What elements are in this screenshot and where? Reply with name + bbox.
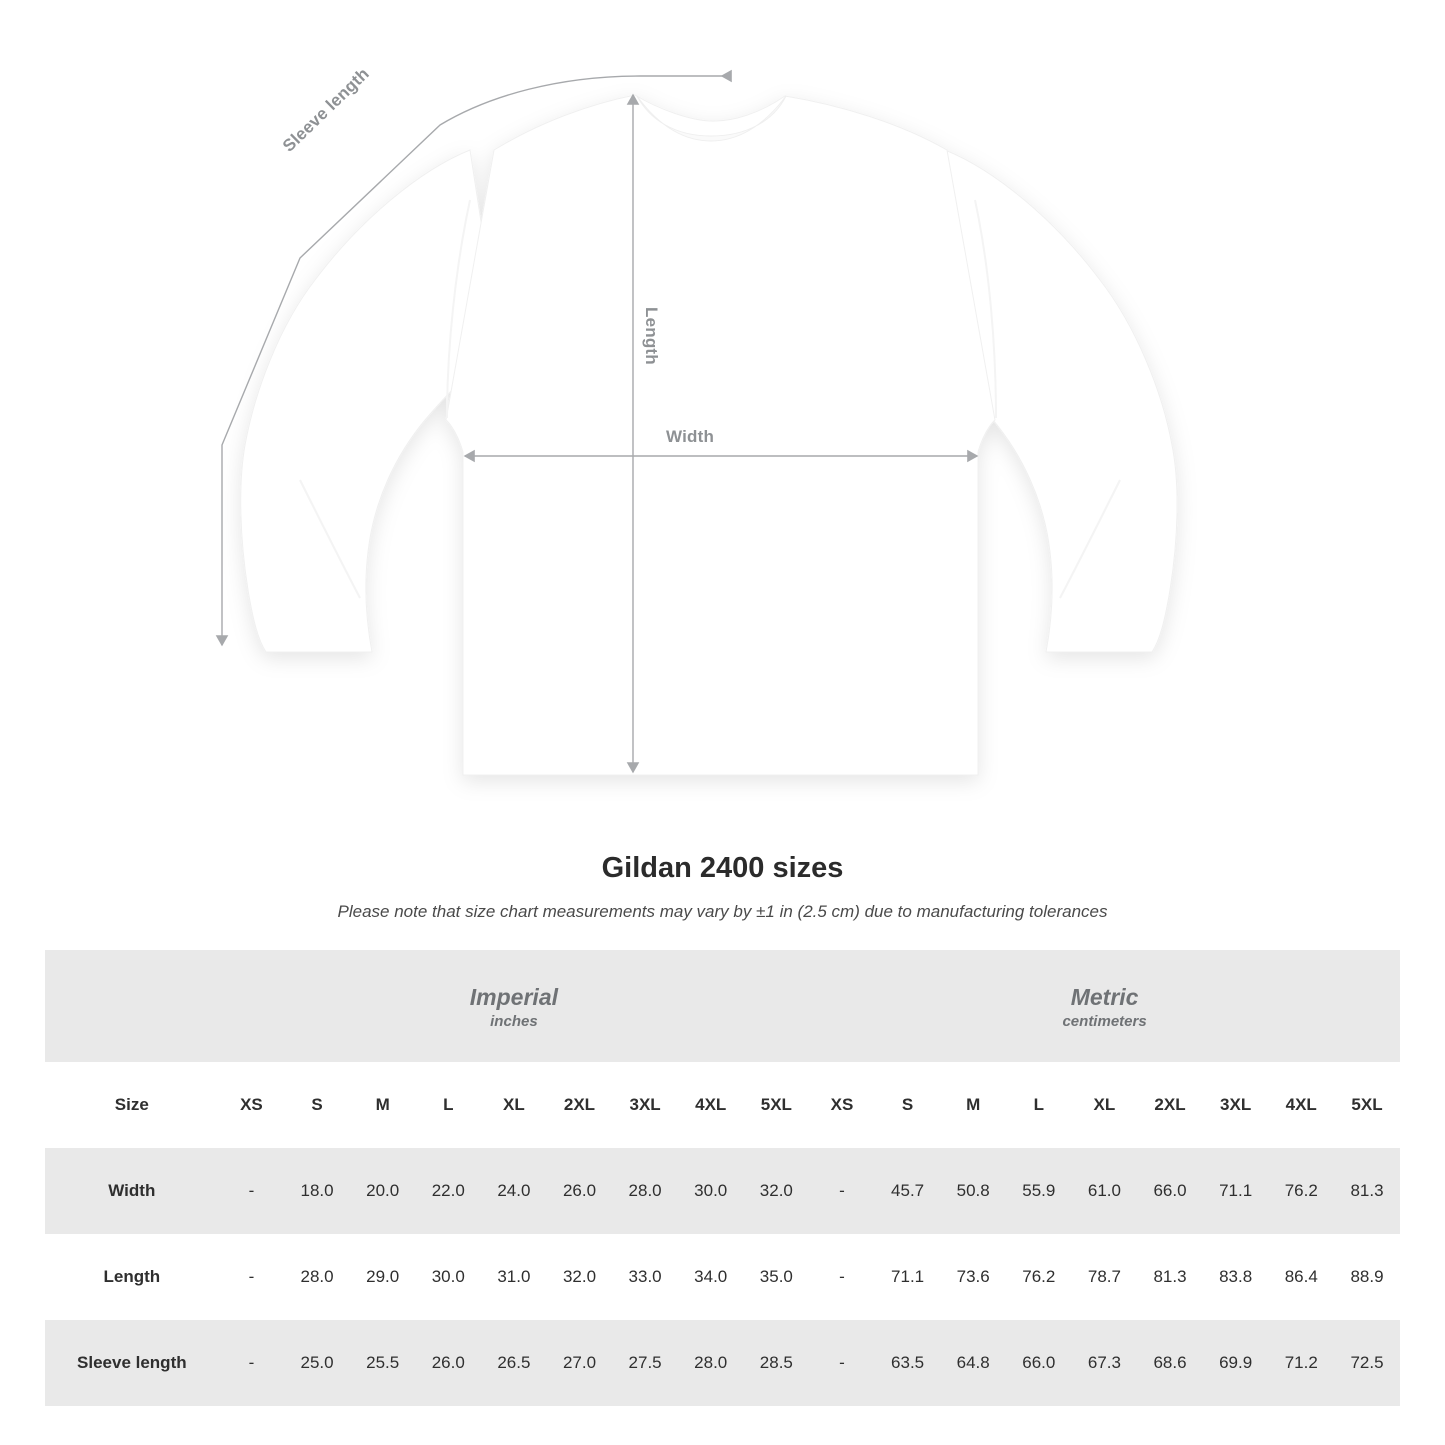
- tolerance-note: Please note that size chart measurements may vary by ±1 in (2.5 cm) due to manufacturing tolerances: [337, 902, 1108, 921]
- page-title: Gildan 2400 sizes: [601, 852, 844, 884]
- table-row: [45, 1148, 1400, 1234]
- column-header-imperial-xs: XS: [219, 1062, 285, 1148]
- cell-width-metric-4xl: 76.2: [1268, 1148, 1334, 1234]
- unit-header-spacer: [45, 950, 219, 1062]
- cell-width-imperial-xs: -: [219, 1148, 285, 1234]
- column-header-imperial-4xl: 4XL: [678, 1062, 744, 1148]
- cell-length-imperial-xs: -: [248, 1267, 255, 1286]
- cell-width-imperial-4xl: 30.0: [678, 1148, 744, 1234]
- cell-length-imperial-4xl: 34.0: [694, 1267, 728, 1286]
- imperial-name: Imperial: [469, 983, 559, 1010]
- cell-sleeve-imperial-4xl: 28.0: [678, 1320, 744, 1406]
- cell-length-metric-4xl: 86.4: [1284, 1267, 1318, 1286]
- cell-length-imperial-2xl: 32.0: [562, 1267, 597, 1286]
- cell-length-metric-2xl: 81.3: [1153, 1267, 1187, 1286]
- unit-header-metric: [809, 950, 1400, 1062]
- column-header-metric-3xl: 3XL: [1203, 1062, 1269, 1148]
- cell-sleeve-imperial-xs: -: [219, 1320, 285, 1406]
- cell-width-imperial-l: 22.0: [415, 1148, 481, 1234]
- cell-width-metric-s: 45.7: [875, 1148, 941, 1234]
- cell-sleeve-imperial-3xl: 27.5: [612, 1320, 678, 1406]
- cell-length-imperial-s: 28.0: [300, 1267, 334, 1286]
- cell-length-metric-xs: -: [839, 1267, 845, 1286]
- cell-length-imperial-xl: 31.0: [497, 1267, 531, 1286]
- cell-width-metric-xl: 61.0: [1072, 1148, 1138, 1234]
- column-header-metric-l: L: [1006, 1062, 1072, 1148]
- column-header-imperial-l: L: [415, 1062, 481, 1148]
- column-header-imperial-xl: XL: [481, 1062, 547, 1148]
- cell-length-metric-xl: 78.7: [1087, 1267, 1121, 1286]
- column-header-metric-m: M: [940, 1062, 1006, 1148]
- cell-width-metric-l: 55.9: [1006, 1148, 1072, 1234]
- metric-name: Metric: [1070, 983, 1139, 1010]
- cell-length-metric-5xl: 88.9: [1350, 1267, 1384, 1286]
- cell-sleeve-imperial-l: 26.0: [415, 1320, 481, 1406]
- column-header-metric-xs: XS: [809, 1062, 875, 1148]
- cell-length-metric-m: 73.6: [956, 1267, 990, 1286]
- cell-sleeve-metric-2xl: 68.6: [1137, 1320, 1203, 1406]
- column-header-imperial-m: M: [350, 1062, 416, 1148]
- cell-width-imperial-3xl: 28.0: [612, 1148, 678, 1234]
- cell-width-imperial-s: 18.0: [284, 1148, 350, 1234]
- column-header-metric-5xl: 5XL: [1334, 1062, 1400, 1148]
- cell-sleeve-imperial-xl: 26.5: [481, 1320, 547, 1406]
- cell-length-imperial-l: 30.0: [431, 1267, 465, 1286]
- cell-length-metric-s: 71.1: [891, 1267, 925, 1286]
- width-label: Width: [666, 427, 715, 446]
- chart-header: [0, 852, 1445, 922]
- cell-sleeve-metric-xs: -: [809, 1320, 875, 1406]
- cell-sleeve-metric-3xl: 69.9: [1203, 1320, 1269, 1406]
- cell-sleeve-metric-4xl: 71.2: [1268, 1320, 1334, 1406]
- column-header-imperial-s: S: [284, 1062, 350, 1148]
- column-header-metric-xl: XL: [1072, 1062, 1138, 1148]
- cell-sleeve-metric-xl: 67.3: [1072, 1320, 1138, 1406]
- metric-sub: centimeters: [1062, 1013, 1147, 1031]
- column-header-metric-2xl: 2XL: [1137, 1062, 1203, 1148]
- sleeve-length-label: Sleeve length: [279, 64, 373, 156]
- cell-length-metric-l: 76.2: [1022, 1267, 1056, 1286]
- table-row: [45, 1234, 1400, 1320]
- cell-length-imperial-m: 29.0: [366, 1267, 400, 1286]
- cell-length-imperial-5xl: 35.0: [759, 1267, 793, 1286]
- cell-width-metric-xs: -: [809, 1148, 875, 1234]
- cell-sleeve-imperial-s: 25.0: [284, 1320, 350, 1406]
- size-chart-table-wrapper: [45, 950, 1400, 1406]
- column-header-size: Size: [45, 1062, 219, 1148]
- cell-length-metric-3xl: 83.8: [1219, 1267, 1253, 1286]
- column-header-imperial-5xl: 5XL: [744, 1062, 810, 1148]
- cell-sleeve-imperial-m: 25.5: [350, 1320, 416, 1406]
- cell-sleeve-metric-5xl: 72.5: [1334, 1320, 1400, 1406]
- cell-width-metric-5xl: 81.3: [1334, 1148, 1400, 1234]
- row-header-length: Length: [103, 1267, 161, 1286]
- cell-sleeve-imperial-2xl: 27.0: [547, 1320, 613, 1406]
- size-chart-table: [45, 950, 1400, 1406]
- column-header-imperial-3xl: 3XL: [612, 1062, 678, 1148]
- table-row: [45, 1320, 1400, 1406]
- column-header-metric-4xl: 4XL: [1268, 1062, 1334, 1148]
- column-header-imperial-2xl: 2XL: [547, 1062, 613, 1148]
- row-header-width: Width: [45, 1148, 219, 1234]
- size-header-row: [45, 1062, 1400, 1148]
- unit-header-row: [45, 950, 1400, 1062]
- cell-width-imperial-xl: 24.0: [481, 1148, 547, 1234]
- cell-width-imperial-5xl: 32.0: [744, 1148, 810, 1234]
- cell-width-metric-2xl: 66.0: [1137, 1148, 1203, 1234]
- length-label: Length: [642, 307, 661, 365]
- cell-sleeve-metric-s: 63.5: [875, 1320, 941, 1406]
- row-header-sleeve-length: Sleeve length: [45, 1320, 219, 1406]
- cell-width-imperial-2xl: 26.0: [547, 1148, 613, 1234]
- column-header-metric-s: S: [875, 1062, 941, 1148]
- cell-sleeve-metric-m: 64.8: [940, 1320, 1006, 1406]
- cell-width-metric-3xl: 71.1: [1203, 1148, 1269, 1234]
- cell-sleeve-metric-l: 66.0: [1006, 1320, 1072, 1406]
- cell-sleeve-imperial-5xl: 28.5: [744, 1320, 810, 1406]
- imperial-sub: inches: [490, 1013, 538, 1031]
- cell-width-imperial-m: 20.0: [350, 1148, 416, 1234]
- cell-length-imperial-3xl: 33.0: [628, 1267, 662, 1286]
- unit-header-imperial: [219, 950, 810, 1062]
- cell-width-metric-m: 50.8: [940, 1148, 1006, 1234]
